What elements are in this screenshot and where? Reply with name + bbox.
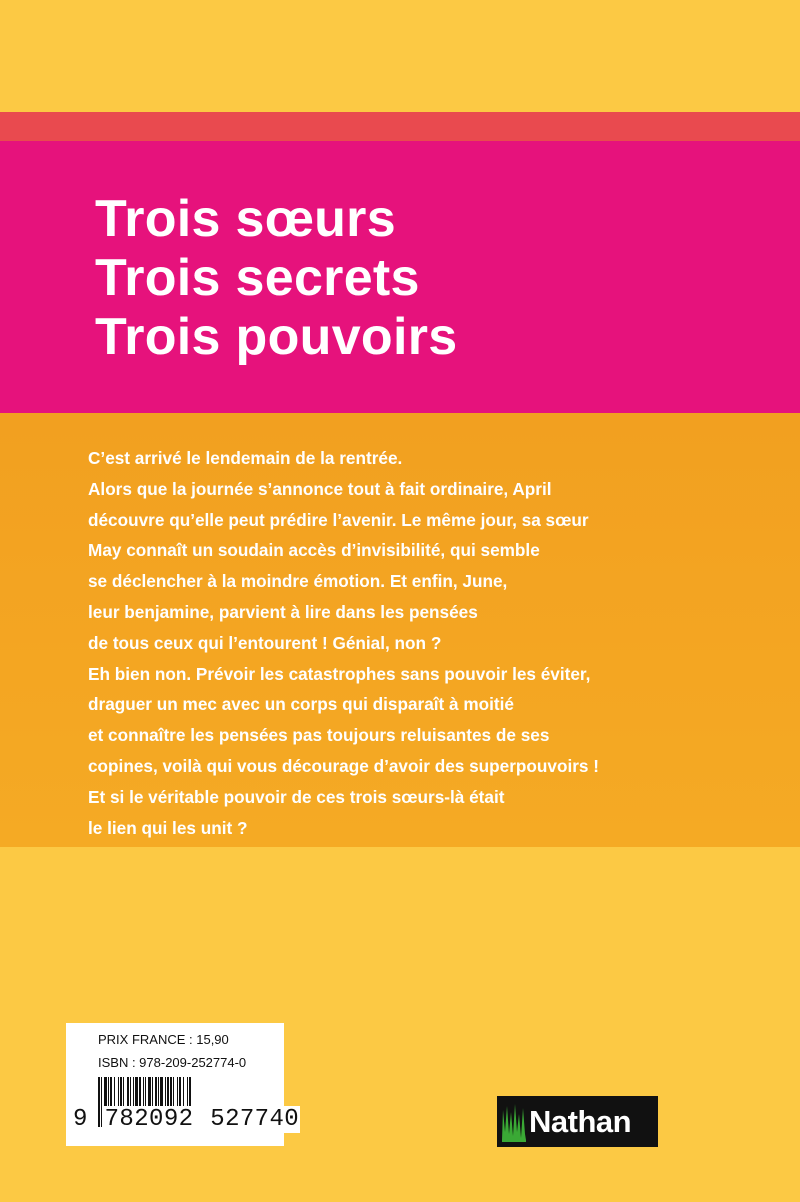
title-line: Trois sœurs: [95, 190, 396, 248]
blurb-line: de tous ceux qui l’entourent ! Génial, non ?: [88, 632, 442, 653]
price-label: PRIX FRANCE : 15,90: [98, 1032, 229, 1047]
blurb-line: leur benjamine, parvient à lire dans les pensées: [88, 601, 478, 622]
blurb-line: Et si le véritable pouvoir de ces trois sœurs-là était: [88, 786, 505, 807]
blurb-line: le lien qui les unit ?: [88, 817, 248, 838]
top-yellow-band: [0, 0, 800, 112]
blurb-line: copines, voilà qui vous décourage d’avoir des superpouvoirs !: [88, 755, 599, 776]
blurb-line: et connaître les pensées pas toujours reluisantes de ses: [88, 725, 550, 746]
title-line: Trois pouvoirs: [95, 308, 458, 366]
barcode-digit-group: 782092: [104, 1106, 194, 1133]
blurb-line: découvre qu’elle peut prédire l’avenir. Le même jour, sa sœur: [88, 509, 589, 530]
blurb-line: se déclencher à la moindre émotion. Et enfin, June,: [88, 571, 508, 592]
barcode-digit-group: 527740: [210, 1106, 300, 1133]
blurb-line: Alors que la journée s’annonce tout à fait ordinaire, April: [88, 478, 552, 499]
barcode-digit-group: 9: [73, 1106, 88, 1133]
blurb-line: May connaît un soudain accès d’invisibilité, qui semble: [88, 540, 540, 561]
cover-title: [95, 190, 458, 367]
blurb-line: Eh bien non. Prévoir les catastrophes sans pouvoir les éviter,: [88, 663, 591, 684]
publisher-name: Nathan: [529, 1103, 632, 1139]
grass-mark-icon: [499, 1096, 529, 1147]
publisher-logo: [497, 1096, 658, 1147]
title-line: Trois secrets: [95, 249, 420, 307]
price-barcode-box: [66, 1023, 300, 1146]
back-cover-blurb: [88, 443, 768, 843]
barcode-digits: [72, 1106, 300, 1133]
isbn-label: ISBN : 978-209-252774-0: [98, 1055, 247, 1070]
blurb-line: draguer un mec avec un corps qui disparaît à moitié: [88, 694, 514, 715]
blurb-line: C’est arrivé le lendemain de la rentrée.: [88, 448, 403, 468]
red-stripe: [0, 112, 800, 141]
